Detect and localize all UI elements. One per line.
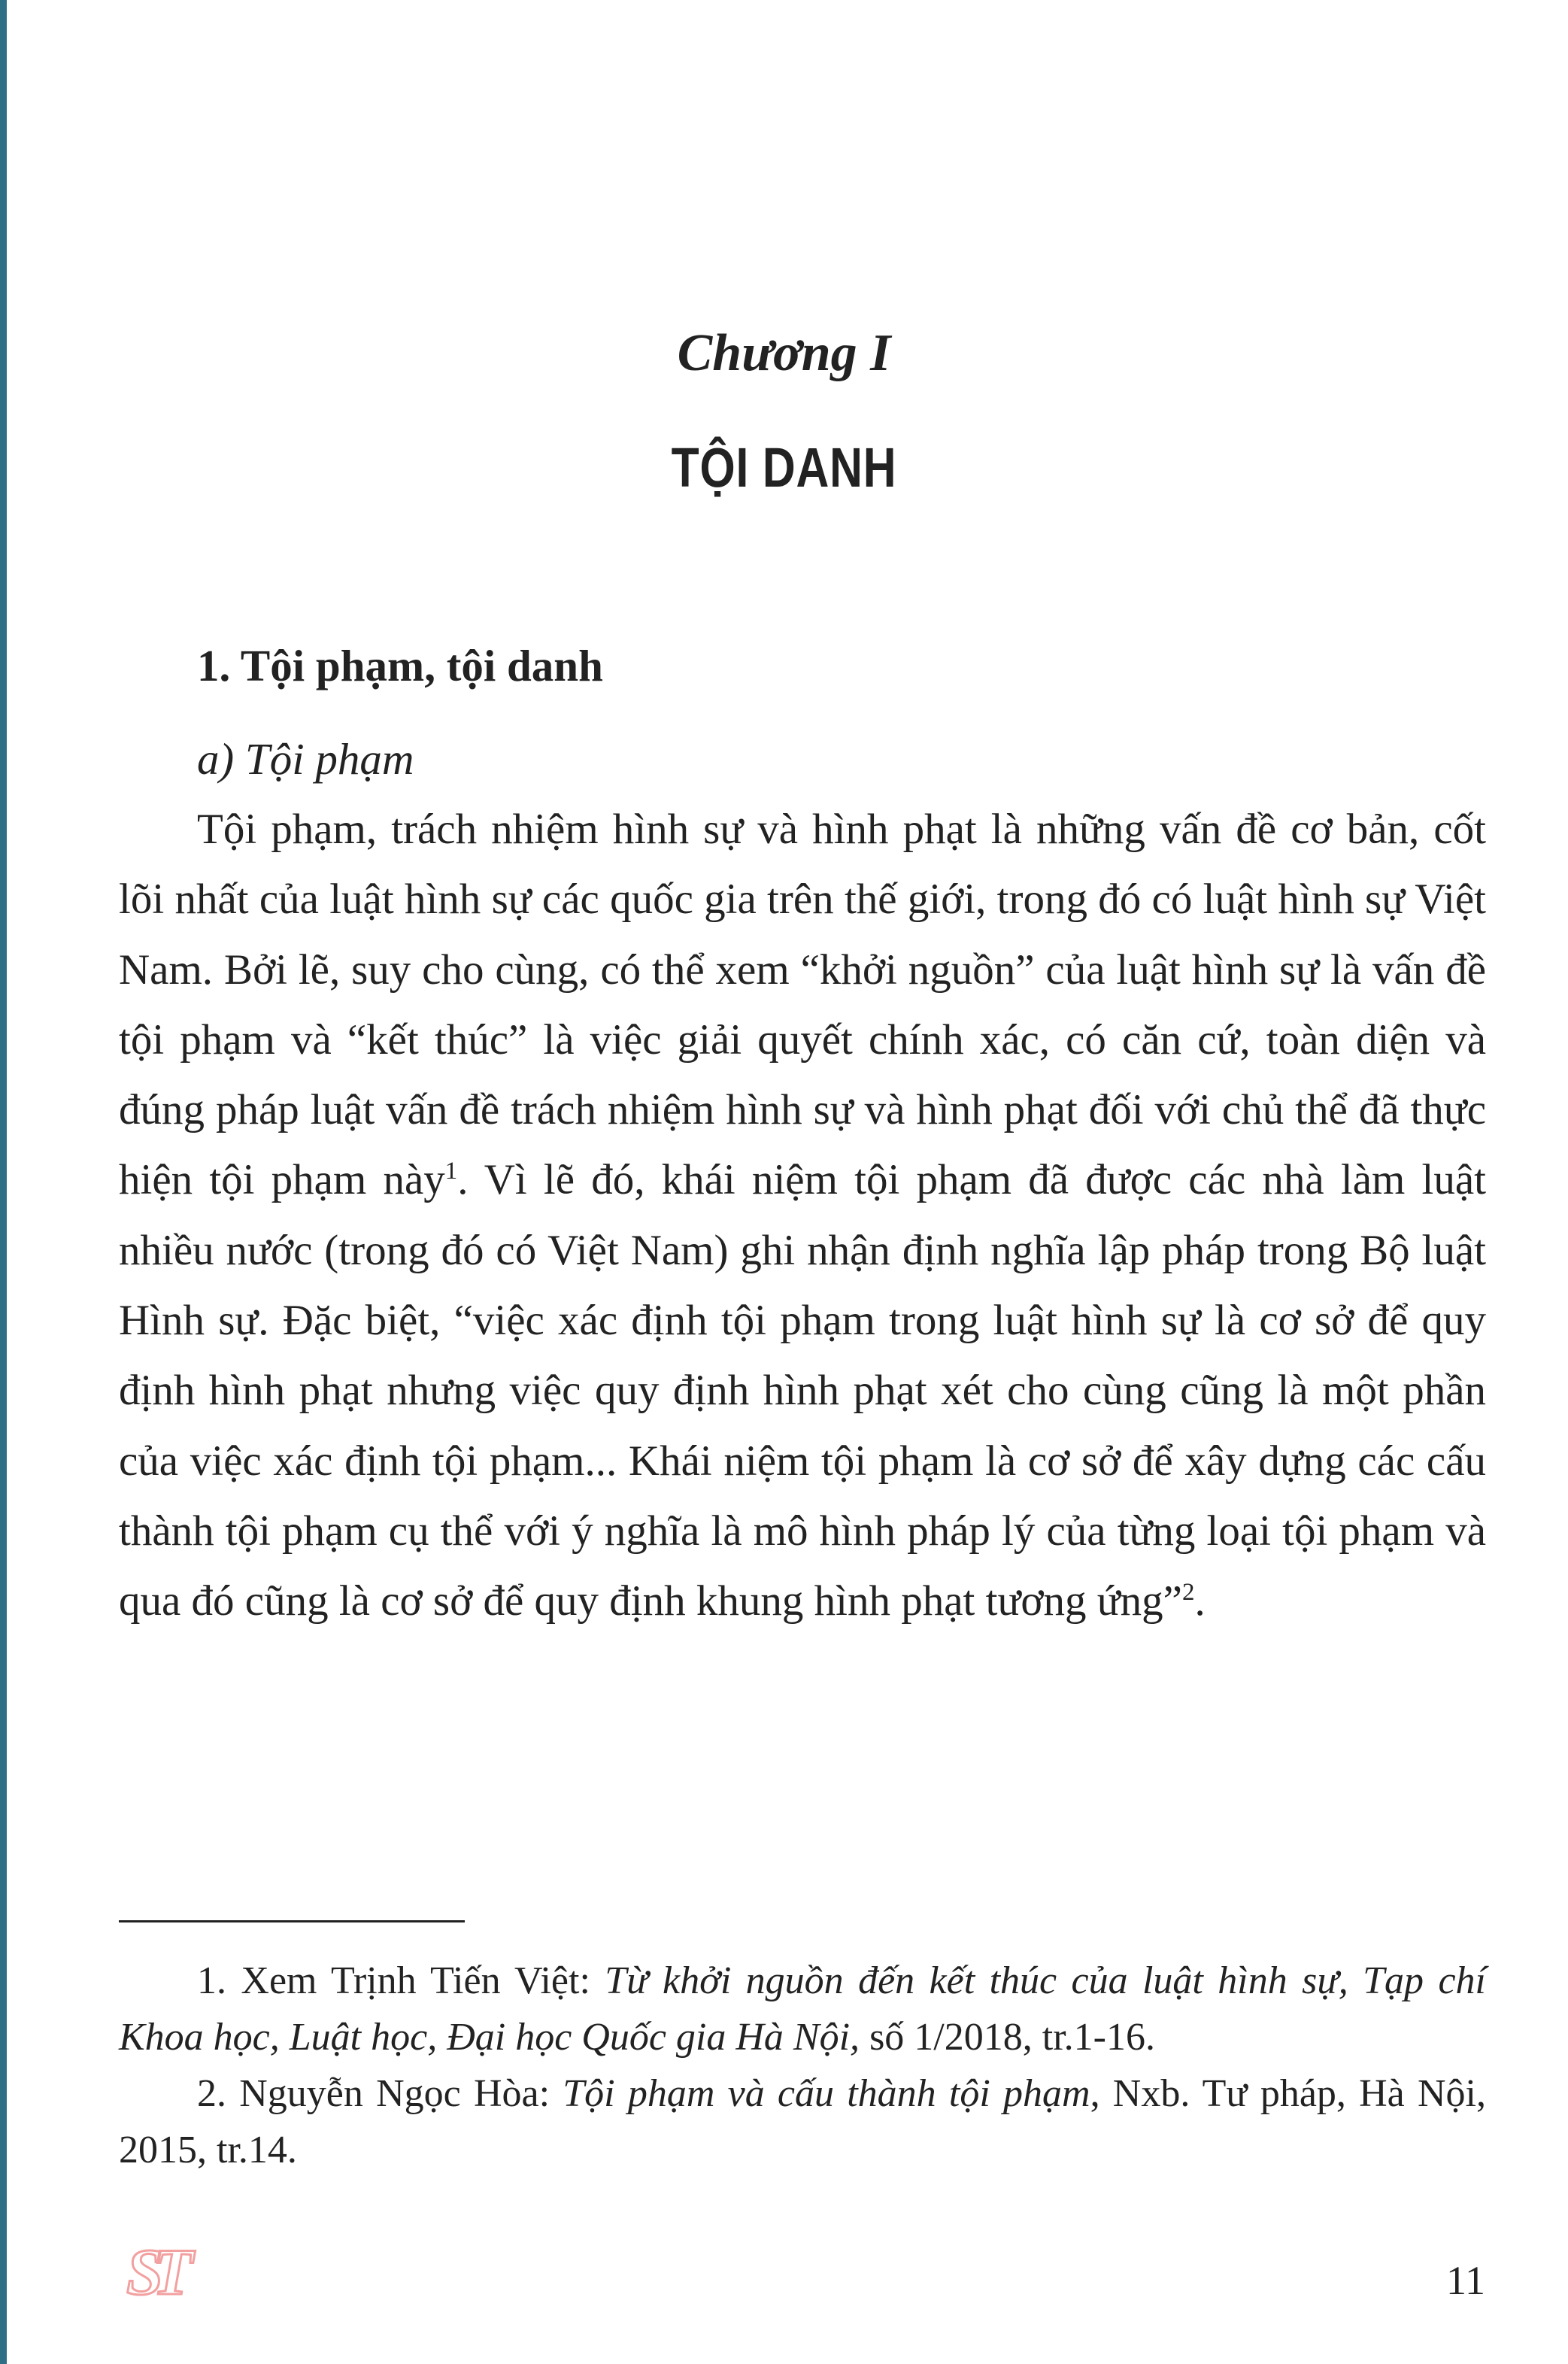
footnote-1-title: Từ khởi nguồn đến kết thúc của luật hình sự, Tạp chí Khoa học, Luật học, Đại học Quốc gia Hà Nội,: [119, 1959, 1486, 2059]
body-text-part-3: .: [1194, 1577, 1206, 1625]
footnote-2: [119, 2065, 1486, 2178]
chapter-label: Chương I: [677, 324, 891, 382]
footnote-1-suffix: số 1/2018, tr.1-16.: [860, 2016, 1155, 2059]
footnote-ref-2: 2: [1181, 1579, 1195, 1607]
body-paragraph: [119, 794, 1486, 1637]
publisher-logo: ST: [126, 2236, 183, 2309]
footnote-2-prefix: 2. Nguyễn Ngọc Hòa:: [197, 2072, 563, 2115]
footnote-2-title: Tội phạm và cấu thành tội phạm: [563, 2072, 1090, 2115]
page-number: 11: [1446, 2258, 1485, 2303]
footnote-divider: [119, 1920, 465, 1922]
footnote-2-suffix: , Nxb. Tư pháp, Hà Nội, 2015, tr.14.: [119, 2072, 1486, 2171]
chapter-title: TỘI DANH: [671, 436, 897, 499]
footnote-ref-1: 1: [444, 1158, 458, 1185]
footnotes: [119, 1953, 1486, 2178]
subsection-heading: a) Tội phạm: [197, 734, 414, 784]
section-heading: 1. Tội phạm, tội danh: [197, 641, 603, 690]
footnote-1-prefix: 1. Xem Trịnh Tiến Việt:: [197, 1959, 605, 2002]
footnote-1: [119, 1953, 1486, 2065]
body-text-part-2: . Vì lẽ đó, khái niệm tội phạm đã được các nhà làm luật nhiều nước (trong đó có Việt Nam) ghi nhận định nghĩa lập pháp trong Bộ luật Hình sự. Đặc biệt, “việc xác định tội phạm trong luật hình sự là cơ sở để quy định hình phạt nhưng việc quy định hình phạt xét cho cùng cũng là một phần của việc xác định tội phạm... Khái niệm tội phạm là cơ sở để xây dựng các cấu thành tội phạm cụ thể với ý nghĩa là mô hình pháp lý của từng loại tội phạm và qua đó cũng là cơ sở để quy định khung hình phạt tương ứng”: [119, 1156, 1486, 1625]
body-text-part-1: Tội phạm, trách nhiệm hình sự và hình phạt là những vấn đề cơ bản, cốt lõi nhất của luật hình sự các quốc gia trên thế giới, trong đó có luật hình sự Việt Nam. Bởi lẽ, suy cho cùng, có thể xem “khởi nguồn” của luật hình sự là vấn đề tội phạm và “kết thúc” là việc giải quyết chính xác, có căn cứ, toàn diện và đúng pháp luật vấn đề trách nhiệm hình sự và hình phạt đối với chủ thể đã thực hiện tội phạm này: [119, 806, 1486, 1204]
